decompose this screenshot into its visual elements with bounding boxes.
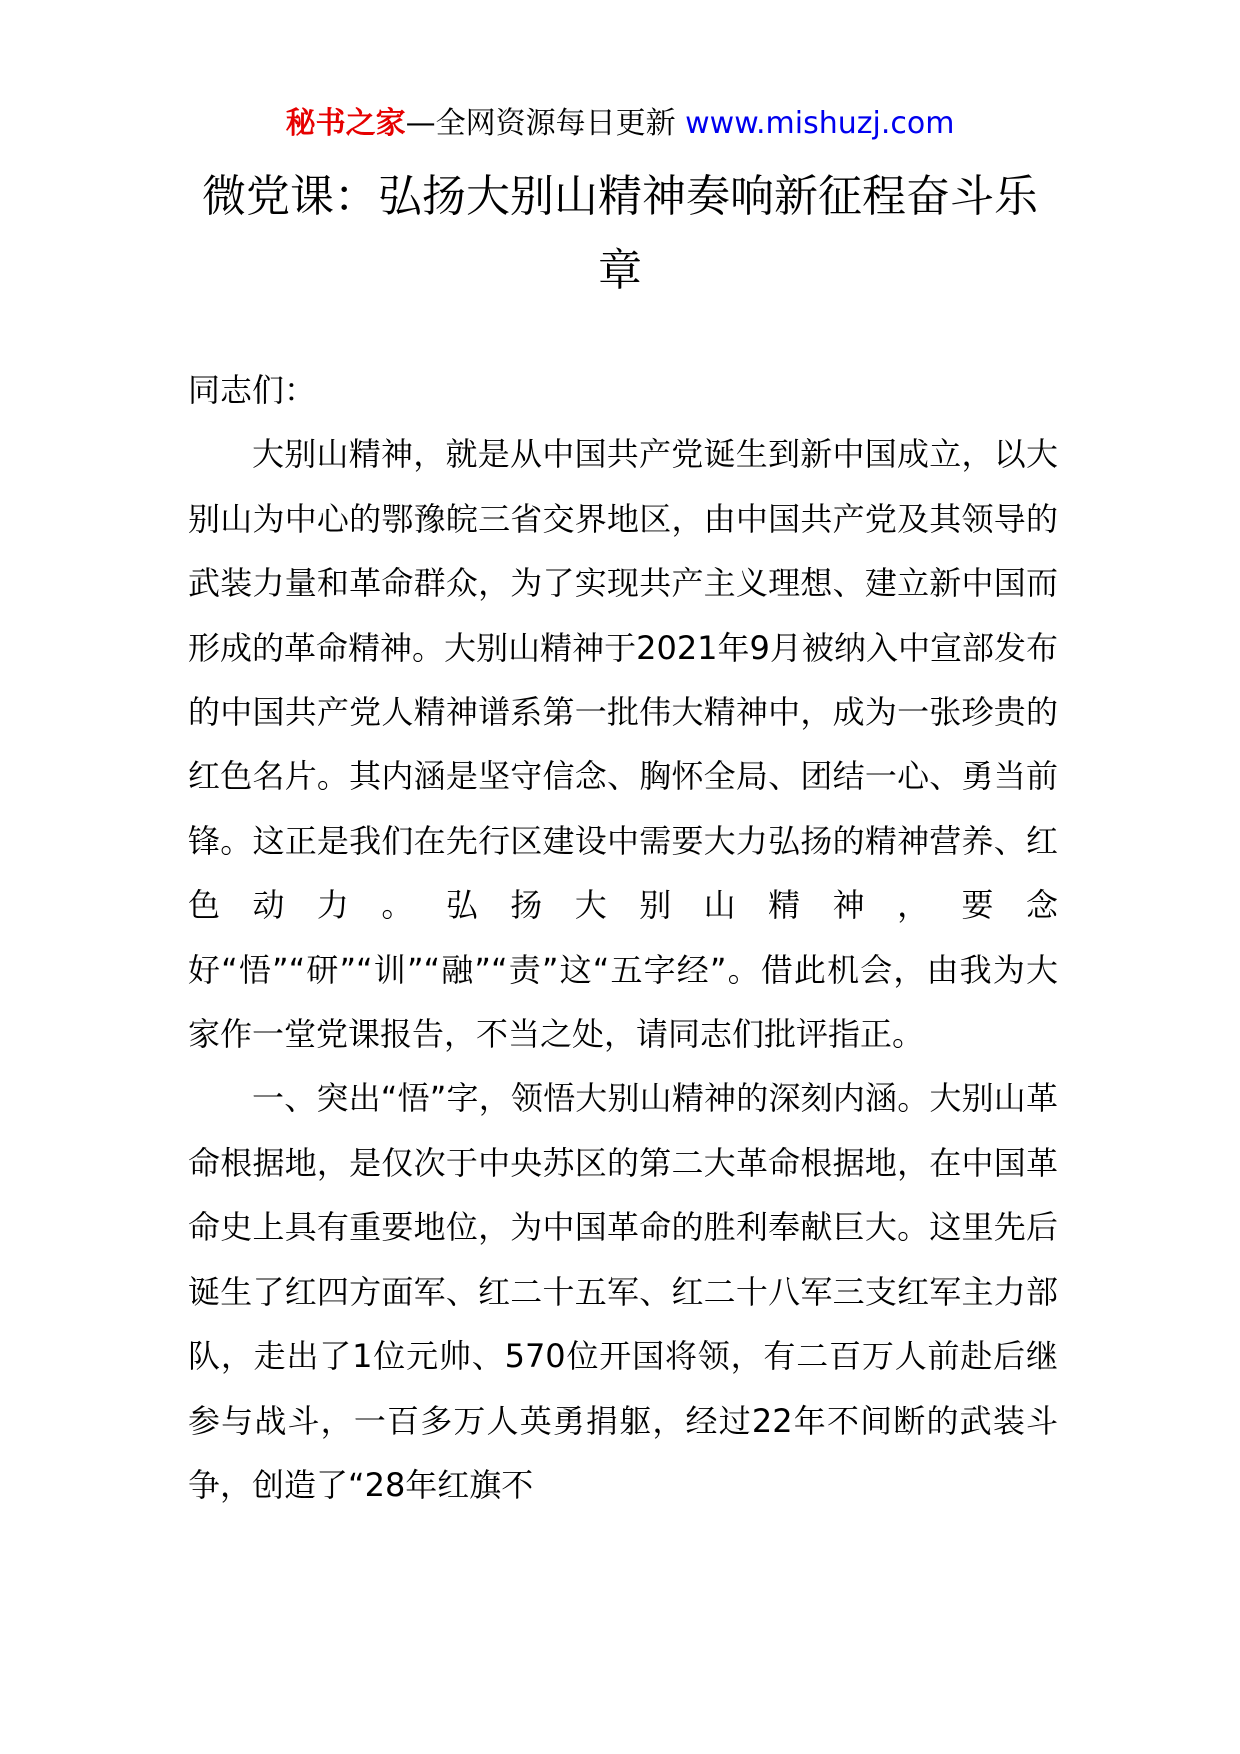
site-header [0, 104, 1240, 144]
salutation: 同志们： [188, 371, 317, 409]
site-tagline: —全网资源每日更新 [405, 106, 686, 141]
site-brand: 秘书之家 [285, 106, 406, 141]
document-body [188, 358, 1058, 1517]
site-url-link[interactable]: www.mishuzj.com [685, 106, 955, 141]
body-paragraph: 大别山精神，就是从中国共产党诞生到新中国成立，以大别山为中心的鄂豫皖三省交界地区，由中国共产党及其领导的武装力量和革命群众，为了实现共产主义理想、建立新中国而形成的革命精神。大别山精神于2021年9月被纳入中宣部发布的中国共产党人精神谱系第一批伟大精神中，成为一张珍贵的红色名片。其内涵是坚守信念、胸怀全局、团结一心、勇当前锋。这正是我们在先行区建设中需要大力弘扬的精神营养、红色动力。弘扬大别山精神，要念好“悟”“研”“训”“融”“责”这“五字经”。借此机会，由我为大家作一堂党课报告，不当之处，请同志们批评指正。 [188, 435, 1058, 1054]
body-paragraph: 一、突出“悟”字，领悟大别山精神的深刻内涵。大别山革命根据地，是仅次于中央苏区的第二大革命根据地，在中国革命史上具有重要地位，为中国革命的胜利奉献巨大。这里先后诞生了红四方面军、红二十五军、红二十八军三支红军主力部队，走出了1位元帅、570位开国将领，有二百万人前赴后继参与战斗，一百多万人英勇捐躯，经过22年不间断的武装斗争，创造了“28年红旗不 [188, 1079, 1058, 1504]
document-title: 微党课：弘扬大别山精神奏响新征程奋斗乐章 [202, 171, 1038, 296]
